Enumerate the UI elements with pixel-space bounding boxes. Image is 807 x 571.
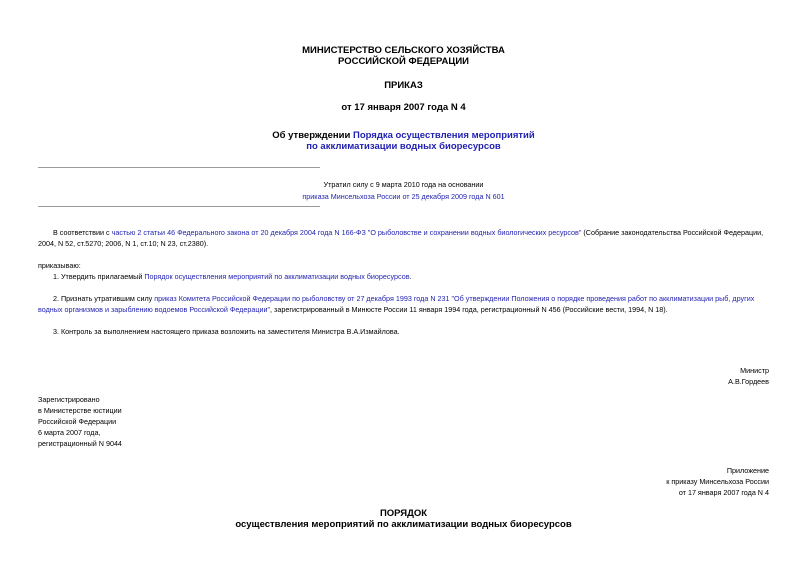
document-title-line2 [0, 141, 807, 152]
item2-repealed-order-link[interactable]: приказ Комитета Российской Федерации по рыболовству от 27 декабря 1993 года N 231 "Об утверждении Положения о порядке проведения работ по акклиматизации рыб, других водных организмов и зарыблению водоемов Российской Федерации" [38, 294, 755, 314]
procedure-subheading: осуществления мероприятий по акклиматизации водных биоресурсов [235, 519, 572, 530]
ministry-name-line1: МИНИСТЕРСТВО СЕЛЬСКОГО ХОЗЯЙСТВА [302, 45, 505, 56]
title-link-part1[interactable]: Порядка осуществления мероприятий [352, 130, 535, 141]
order-item-3: 3. Контроль за выполнением настоящего приказа возложить на заместителя Министра В.А.Измайлова. [53, 327, 400, 336]
registration-line5: регистрационный N 9044 [38, 439, 122, 448]
status-text: Утратил силу с 9 марта 2010 года на основании [323, 180, 484, 189]
document-title-line1 [0, 130, 807, 141]
item1-procedure-link[interactable]: Порядок осуществления мероприятий по акклиматизации водных биоресурсов [144, 272, 410, 281]
item1-end: . [409, 272, 412, 281]
item2-end: , зарегистрированный в Минюсте России 11 января 1994 года, регистрационный N 456 (Российские вести, 1994, N 18). [270, 305, 668, 314]
appendix-line1: Приложение [726, 466, 769, 475]
status-line2 [0, 191, 807, 202]
registration-line4: 6 марта 2007 года, [38, 428, 101, 437]
registration-line3: Российской Федерации [38, 417, 117, 426]
item1-text: 1. Утвердить прилагаемый [53, 272, 145, 281]
preamble-text-start: В соответствии с [53, 228, 112, 237]
divider-bottom [38, 206, 320, 207]
ministry-name-line2: РОССИЙСКОЙ ФЕДЕРАЦИИ [337, 56, 469, 67]
order-word: приказываю: [38, 261, 81, 270]
item2-text: 2. Признать утратившим силу [53, 294, 155, 303]
order-item-2 [38, 293, 773, 315]
document-date: от 17 января 2007 года N 4 [341, 102, 466, 113]
divider-top [38, 167, 320, 168]
status-link[interactable]: приказа Минсельхоза России от 25 декабря 2009 года N 601 [302, 192, 505, 201]
signature-position: Министр [740, 366, 769, 375]
preamble-law-link[interactable]: частью 2 статьи 46 Федерального закона от 20 декабря 2004 года N 166-ФЗ "О рыболовстве и сохранении водных биологических ресурсов" [111, 228, 582, 237]
procedure-heading: ПОРЯДОК [379, 508, 428, 519]
signature-name: А.В.Гордеев [728, 377, 769, 386]
appendix-line3: от 17 января 2007 года N 4 [678, 488, 769, 497]
registration-line2: в Министерстве юстиции [38, 406, 122, 415]
preamble-text-end: (Собрание законодательства Российской Федерации, 2004, N 52, ст.5270; 2006, N 1, ст.10; N 23, ст.2380). [38, 228, 764, 248]
appendix-line2: к приказу Минсельхоза России [666, 477, 769, 486]
preamble-paragraph [38, 227, 773, 249]
order-item-1 [38, 271, 773, 282]
registration-line1: Зарегистрировано [38, 395, 100, 404]
document-type: ПРИКАЗ [384, 80, 423, 91]
title-link-part2[interactable]: по акклиматизации водных биоресурсов [306, 141, 501, 152]
title-prefix: Об утверждении [272, 130, 353, 141]
